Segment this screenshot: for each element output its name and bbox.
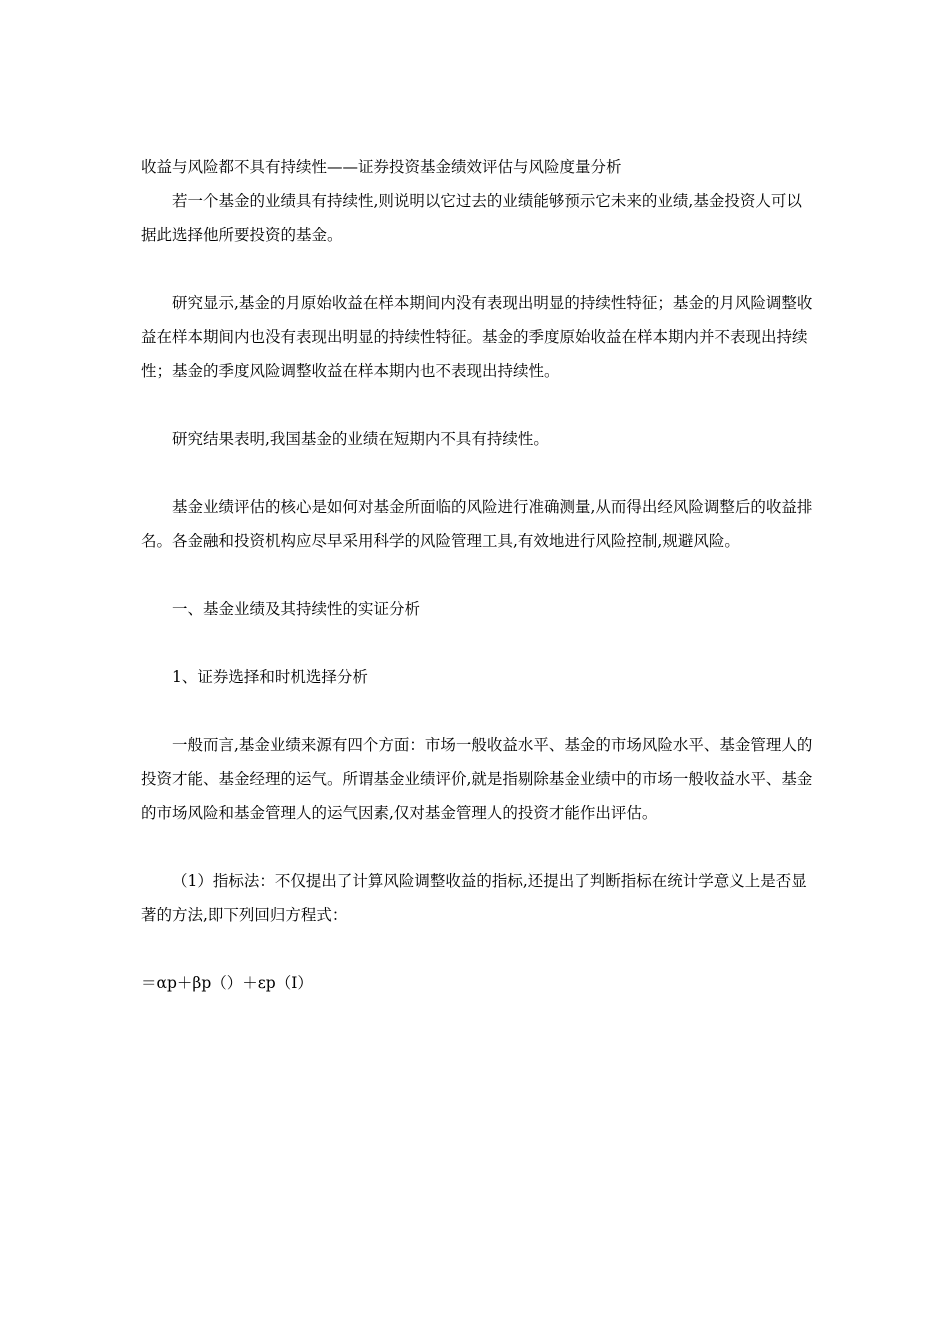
paragraph-spacer (141, 558, 813, 592)
regression-formula: ＝αp＋βp（）＋εp（I） (141, 974, 313, 992)
paragraph-spacer (141, 456, 813, 490)
paragraph-spacer (141, 932, 813, 966)
paragraph-4: 基金业绩评估的核心是如何对基金所面临的风险进行准确测量,从而得出经风险调整后的收益排名。各金融和投资机构应尽早采用科学的风险管理工具,有效地进行风险控制,规避风险。 (141, 498, 813, 550)
paragraph-spacer (141, 830, 813, 864)
paragraph-3: 研究结果表明,我国基金的业绩在短期内不具有持续性。 (172, 430, 549, 448)
paragraph-spacer (141, 626, 813, 660)
paragraph-1: 若一个基金的业绩具有持续性,则说明以它过去的业绩能够预示它未来的业绩,基金投资人可以据此选择他所要投资的基金。 (141, 192, 802, 244)
subsection-heading: 1、证券选择和时机选择分析 (172, 668, 368, 686)
paragraph-5: 一般而言,基金业绩来源有四个方面：市场一般收益水平、基金的市场风险水平、基金管理人的投资才能、基金经理的运气。所谓基金业绩评价,就是指剔除基金业绩中的市场一般收益水平、基金的市场风险和基金管理人的运气因素,仅对基金管理人的投资才能作出评估。 (141, 736, 813, 822)
paragraph-spacer (141, 252, 813, 286)
paragraph-spacer (141, 694, 813, 728)
section-heading: 一、基金业绩及其持续性的实证分析 (172, 600, 421, 618)
paragraph-6: （1）指标法：不仅提出了计算风险调整收益的指标,还提出了判断指标在统计学意义上是否显著的方法,即下列回归方程式： (141, 872, 807, 924)
paragraph-spacer (141, 388, 813, 422)
document-title: 收益与风险都不具有持续性——证券投资基金绩效评估与风险度量分析 (141, 158, 622, 176)
document-body (141, 150, 813, 1000)
paragraph-2: 研究显示,基金的月原始收益在样本期间内没有表现出明显的持续性特征；基金的月风险调整收益在样本期间内也没有表现出明显的持续性特征。基金的季度原始收益在样本期内并不表现出持续性；基金的季度风险调整收益在样本期内也不表现出持续性。 (141, 294, 813, 380)
